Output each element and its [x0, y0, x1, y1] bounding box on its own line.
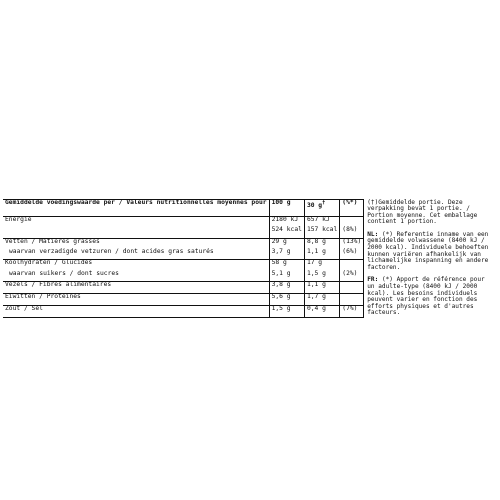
- row-label: waarvan suikers / dont sucres: [9, 269, 119, 277]
- row-label: [3, 227, 269, 238]
- portion-marker: †: [322, 200, 326, 206]
- row-value-30g: 0,4 g: [304, 305, 339, 317]
- fr-note: [367, 277, 495, 317]
- header-30g: [304, 200, 339, 217]
- row-value-30g: 1,7 g: [304, 293, 339, 305]
- row-value-100g: 58 g: [269, 260, 304, 271]
- row-value-30g: 1,5 g: [304, 271, 339, 282]
- header-30g-value: 30 g: [306, 202, 323, 210]
- nutrition-label: [3, 199, 497, 318]
- row-value-30g: 1,1 g: [304, 249, 339, 260]
- row-value-100g: 3,8 g: [269, 282, 304, 294]
- row-value-30g: 8,8 g: [304, 238, 339, 249]
- row-label: Koolhydraten / Glucides: [3, 260, 269, 271]
- row-value-30g: 17 g: [304, 260, 339, 271]
- row-ri: (7%): [340, 305, 364, 317]
- row-value-100g: 5,6 g: [269, 293, 304, 305]
- row-label: waarvan verzadigde vetzuren / dont acides gras saturés: [9, 247, 214, 255]
- row-value-30g: 657 kJ: [304, 216, 339, 227]
- fr-tag: FR:: [367, 276, 379, 284]
- row-value-30g: 1,1 g: [304, 282, 339, 294]
- row-value-100g: 524 kcal: [269, 227, 304, 238]
- row-label: Vetten / Matières grasses: [3, 238, 269, 249]
- row-value-100g: 3,7 g: [269, 249, 304, 260]
- table-header-row: [3, 200, 497, 217]
- fr-text: (*) Apport de référence pour un adulte-type (8400 kJ / 2000 kcal). Les besoins individuels peuvent varier en fonction des efforts physiques et d'autres facteurs.: [367, 276, 485, 317]
- row-value-100g: 5,1 g: [269, 271, 304, 282]
- nl-note: [367, 232, 495, 272]
- row-value-100g: 1,5 g: [269, 305, 304, 317]
- row-ri: (13%): [340, 238, 364, 249]
- header-100g: 100 g: [269, 200, 304, 217]
- row-label: Zout / Sel: [3, 305, 269, 317]
- notes-column: [364, 200, 497, 318]
- nutrition-table: [3, 199, 497, 318]
- row-label: Energie: [5, 215, 32, 223]
- row-ri: (8%): [340, 227, 364, 238]
- row-ri: [340, 293, 364, 305]
- header-ri: (%*): [340, 200, 364, 217]
- row-value-30g: 157 kcal: [304, 227, 339, 238]
- header-title: Gemiddelde voedingswaarde per / Valeurs nutritionnelles moyennes pour: [3, 200, 269, 217]
- portion-note: (†)Gemiddelde portie. Deze verpakking bevat 1 portie. / Portion moyenne. Cet emballage contient 1 portion.: [367, 198, 478, 226]
- row-ri: (2%): [340, 271, 364, 282]
- row-value-100g: 2180 kJ: [269, 216, 304, 227]
- row-ri: [340, 282, 364, 294]
- nl-text: (*) Referentie inname van een gemiddelde volwassene (8400 kJ / 2000 kcal). Individuele behoeften kunnen variëren afhankelijk van lichamelijke inspanning en andere factoren.: [367, 230, 489, 271]
- row-label: Eiwitten / Protéines: [3, 293, 269, 305]
- row-value-100g: 29 g: [269, 238, 304, 249]
- row-ri: (6%): [340, 249, 364, 260]
- nl-tag: NL:: [367, 230, 379, 238]
- row-label: Vezels / Fibres alimentaires: [3, 282, 269, 294]
